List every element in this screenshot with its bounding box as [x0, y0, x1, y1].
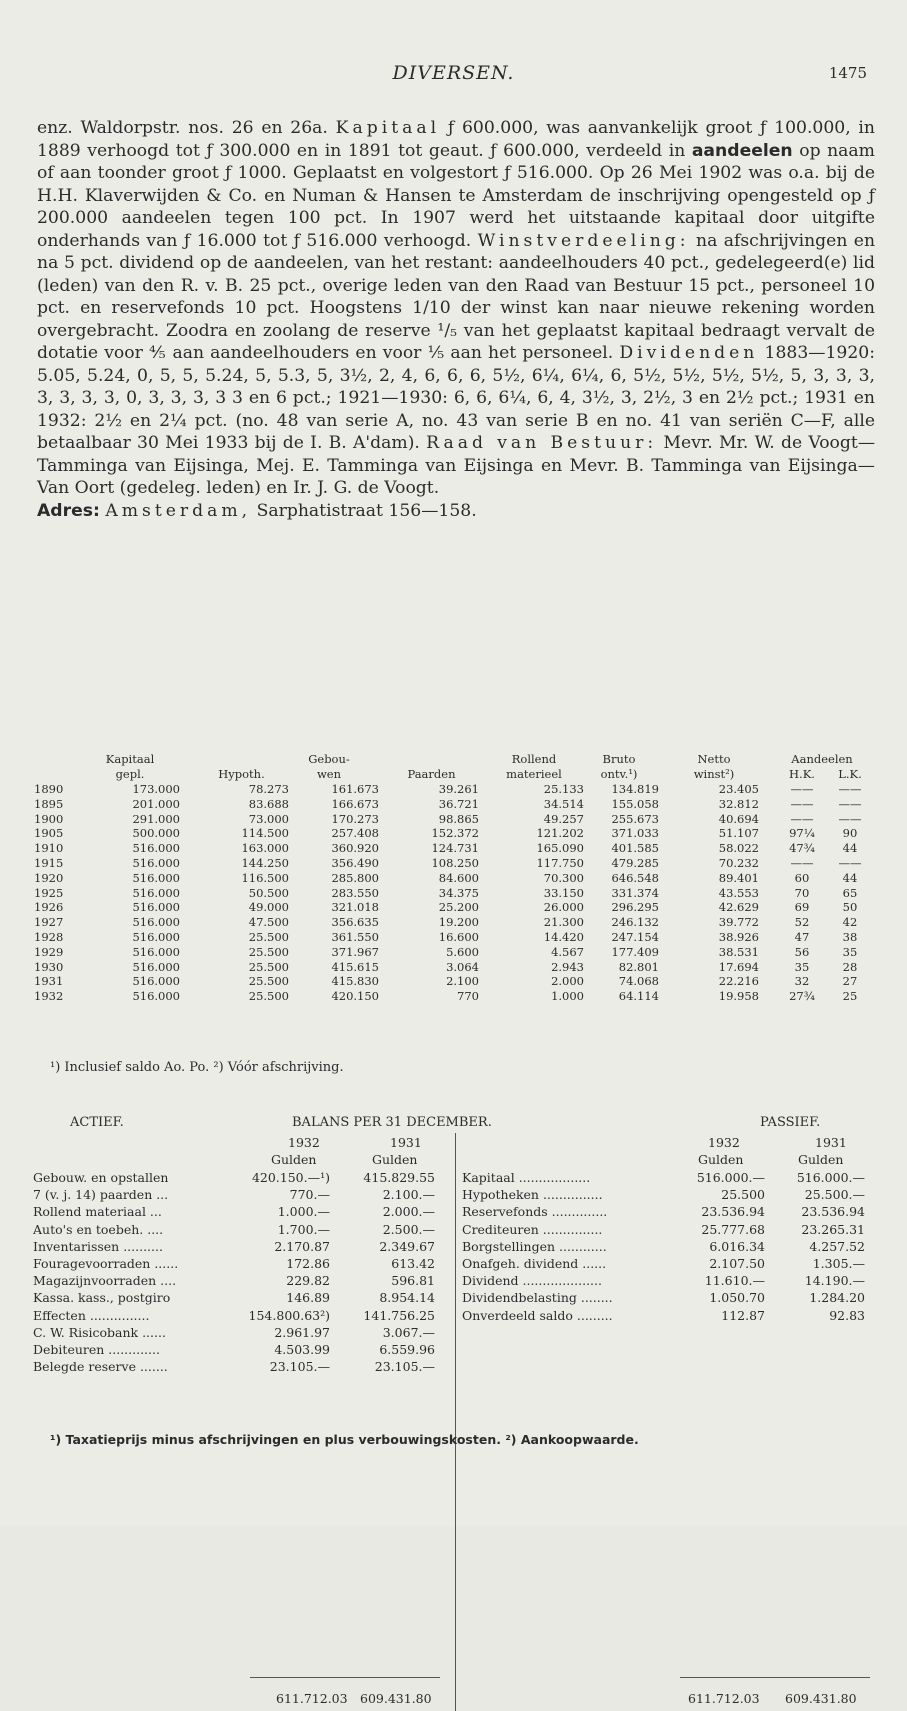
table-cell: 516.000 — [132, 989, 180, 1004]
balance-item-label: Kapitaal .................. — [462, 1170, 591, 1185]
table-cell: 4.567 — [551, 944, 584, 959]
statistics-header-2: gepl. Hypoth. wen Paarden materieel ontv.¹) winst²) H.K. L.K. — [115, 767, 862, 781]
table-cell: 17.694 — [718, 959, 759, 974]
balance-item-label: Kassa. kass., postgiro — [33, 1290, 171, 1306]
table-cell: 247.154 — [611, 929, 659, 944]
table-cell: 152.372 — [431, 826, 479, 841]
balance-item-label: Debiteuren ............. — [33, 1342, 160, 1357]
table-cell: 97¼ — [789, 826, 815, 841]
passief-sum-line — [680, 1677, 870, 1678]
table-row — [34, 826, 876, 841]
balance-item-value: 2.961.97 — [274, 1324, 330, 1340]
balance-item-value: 154.800.63²) — [248, 1307, 330, 1323]
table-cell: —— — [790, 811, 814, 826]
table-cell: 14.420 — [543, 929, 584, 944]
balance-item-value: 1.305.— — [812, 1256, 865, 1271]
table-cell: 1905 — [34, 826, 64, 841]
table-cell: 371.033 — [611, 826, 659, 841]
balance-item-value: 516.000.— — [696, 1170, 765, 1185]
balance-item-value: 2.107.50 — [709, 1256, 765, 1271]
balance-item-label: 7 (v. j. 14) paarden ... — [33, 1187, 169, 1203]
dividenden-label: Dividenden — [619, 343, 759, 363]
table-cell: 73.000 — [248, 811, 289, 826]
table-cell: 19.200 — [438, 915, 479, 930]
balance-item-label: Onafgeh. dividend ...... — [462, 1256, 607, 1271]
table-row — [34, 930, 876, 945]
balance-item-value: 1.050.70 — [709, 1290, 765, 1306]
table-cell: 161.673 — [331, 782, 379, 796]
balance-item-value: 23.105.— — [269, 1359, 330, 1375]
table-cell: 361.550 — [331, 929, 379, 944]
table-cell: 33.150 — [543, 885, 584, 900]
table-cell: 177.409 — [611, 944, 659, 959]
table-cell: 296.295 — [611, 900, 659, 915]
table-cell: 82.801 — [618, 959, 659, 974]
adres-street: Sarphatistraat 156—158. — [256, 500, 477, 521]
balance-item-value: 2.170.87 — [274, 1238, 330, 1254]
balance-item-value: 420.150.—¹) — [251, 1170, 330, 1185]
table-cell: 56 — [794, 944, 810, 959]
balance-item-value: 229.82 — [286, 1273, 330, 1289]
adres-city: Amsterdam, — [105, 500, 252, 521]
balance-item-value: 596.81 — [391, 1273, 435, 1289]
table-cell: 27 — [842, 974, 858, 989]
balance-item-value: 11.610.— — [704, 1273, 765, 1289]
balance-item-label: Dividend .................... — [462, 1273, 602, 1289]
table-cell: 2.000 — [551, 974, 584, 989]
table-cell: 40.694 — [718, 811, 759, 826]
table-cell: 371.967 — [331, 944, 379, 959]
balance-item-label: Auto's en toebeh. .... — [33, 1221, 164, 1237]
actief-title: ACTIEF. — [70, 1115, 124, 1130]
balance-item-value: 25.500 — [721, 1187, 765, 1203]
page: DIVERSEN. 1475 enz. Waldorpstr. nos. 26 en 26a. Kapitaal ƒ 600.000, was aanvankelijk groot ƒ 100.000, in 1889 verhoogd tot ƒ 300.000 en in 1891 tot geaut. ƒ 600.000, verdeeld in aandeelen op naam of aan toonder groot ƒ 1000. Geplaatst en volgestort ƒ 516.000. Op 26 Mei 1902 was o.a. bij de H.H. Klaverwijden & Co. en Numan & Hansen te Amsterdam de inschrijving opengesteld op ƒ 200.000 aandeelen tegen 100 pct. In 1907 werd het uitstaande kapitaal door uitgifte onderhands van ƒ 16.000 tot ƒ 516.000 verhoogd. Winstverdeeling: na afschrijvingen en na 5 pct. dividend op de aandeelen, van het restant: aandeelhouders 40 pct., gedelegeerd(e) lid (leden) van den R. v. B. 25 pct., overige leden van den Raad van Bestuur 15 pct., personeel 10 pct. en reservefonds 10 pct. Hoogstens 1/10 der winst kan naar nieuwe rekening worden overgebracht. Zoodra en zoolang de reserve ¹/₅ van het geplaatst kapitaal bedraagt vervalt de dotatie voor ⅘ aan aandeelhouders en voor ⅕ aan het personeel. Dividenden 1883—1920: 5.05, 5.24, 0, 5, 5, 5.24, 5, 5.3, 5, 3½, 2, 4, 6, 6, 6, 5½, 6¼, 6¼, 6, 5½, 5½, 5½, 5½, 5, 3, 3, 3, 3, 3, 3, 3, 0, 3, 3, 3, 3 3 en 6 pct.; 1921—1930: 6, 6, 6¼, 6, 4, 3½, 3, 2½, 3 en 2½ pct.; 1931 en 1932: 2½ en 2¼ pct. (no. 48 van serie A, no. 43 van serie B en no. 41 van seriën C—F, alle betaalbaar 30 Mei 1933 bij de I. B. A'dam). Raad van Bestuur: Mevr. Mr. W. de Voogt—Tamminga van Eijsinga, Mej. E. Tamminga van Eijsinga en Mevr. B. Tamminga van Eijsinga—Van Oort (gedeleg. leden) en Ir. J. G. de Voogt. Adres: Amsterdam, Sarphatistraat 156—158. Kapitaal Gebou- Rollend Bruto Netto Aandeelen gepl. Hypoth. wen Paarden materieel ontv.¹) winst²) H.K. L.K. 1890 173.000 78.273 161.673 39.261 25.133 134.819 23.405 —— —— 1895 201.000 83.688 166.673 36.721 34.514 155.058 32.812 —— —— 1900 291.000 73.000 170.273 98.865 49.257 255.673 40.694 —— —— 1905 500.000 114.500 257.408 152.372 121.202 371.033 51.107 97¼ 90 1910 516.000 163.000 360.920 124.731 165.090 401.585 58.022 47¾ 44 1915 516.000 144.250 356.490 108.250 117.750 479.285 70.232 —— —— 1920 516.000 116.500 285.800 84.600 70.300 646.548 89.401 60 44 1925 516.000 50.500 283.550 34.375 33.150 331.374 43.553 70 65 1926 516.000 49.000 321.018 25.200 26.000 296.295 42.629 69 50 1927 516.000 47.500 356.635 19.200 21.300 246.132 39.772 52 42 1928 516.000 25.500 361.550 16.600 14.420 247.154 38.926 47 38 1929 516.000 25.500 371.967 5.600 4.567 177.409 38.531 56 35 1930 516.000 25.500 415.615 3.064 2.943 82.801 17.694 35 28 1931 516.000 25.500 415.830 2.100 2.000 74.068 22.216 32 27 1932 516.000 25.500 420.150 770 1.000 64.114 19.958 27¾ 25 ¹) Inclusief saldo Ao. Po. ²) Vóór afschrijving. ACTIEF. BALANS PER 31 DECEMBER. PASSIEF. 1932 1931 Gulden Gulden 1932 1931 Gulden Gulden Gebouw. en opstallen 420.150.—¹) 415.829.55 7 (v. j. 14) paarden ... 770.— 2.100.— Rollend materiaal ... 1.000.— 2.000.— Auto's en toebeh. .... 1.700.— 2.500.— Inventarissen .......... 2.170.87 2.349.67 Fouragevoorraden ...... 172.86 613.42 Magazijnvoorraden .... 229.82 596.81 Kassa. kass., postgiro 146.89 8.954.14 Effecten ............... 154.800.63²) 141.756.25 C. W. Risicobank ...... 2.961.97 3.067.— Debiteuren ............. 4.503.99 6.559.96 Belegde reserve ....... 23.105.— 23.105.— Kapitaal .................. 516.000.— 516.000.— Hypotheken ............... 25.500 25.500.— Reservefonds .............. 23.536.94 23.536.94 Crediteuren ............... 25.777.68 23.265.31 Borgstellingen ............ 6.016.34 4.257.52 Onafgeh. dividend ...... 2.107.50 1.305.— Dividend .................... 11.610.— 14.190.— Dividendbelasting ........ 1.050.70 1.284.20 Onverdeeld saldo ......... 112.87 92.83 611.712.03 609.431.80 611.712.03 609.431.80 ¹) Taxatieprijs minus afschrijvingen en plus verbouwingskosten. ²) Aankoopwaarde. — [0, 0, 907, 1526]
table-cell: 516.000 — [132, 974, 180, 989]
table-cell: 1900 — [34, 811, 64, 826]
company-description — [37, 117, 875, 522]
balance-item-value: 1.700.— — [277, 1221, 330, 1237]
table-cell: 108.250 — [431, 855, 479, 870]
table-cell: —— — [838, 811, 862, 826]
table-cell: 27¾ — [789, 989, 815, 1004]
table-cell: 516.000 — [132, 959, 180, 974]
balance-item-label: Fouragevoorraden ...... — [33, 1256, 179, 1271]
table-cell: 117.750 — [536, 855, 584, 870]
balance-footnote: ¹) Taxatieprijs minus afschrijvingen en plus verbouwingskosten. ²) Aankoopwaarde. — [50, 1432, 639, 1447]
table-row — [34, 960, 876, 975]
table-cell: 246.132 — [611, 915, 659, 930]
table-cell: 321.018 — [331, 900, 379, 915]
table-cell: 415.830 — [331, 974, 379, 989]
table-cell: 51.107 — [718, 826, 759, 841]
table-cell: —— — [790, 855, 814, 870]
table-row — [34, 812, 876, 827]
table-row — [34, 900, 876, 915]
table-cell: 356.635 — [331, 915, 379, 930]
table-row — [34, 886, 876, 901]
table-cell: 36.721 — [438, 796, 479, 811]
balance-item-label: Belegde reserve ....... — [33, 1359, 168, 1375]
table-row — [34, 945, 876, 960]
table-row — [34, 841, 876, 856]
table-cell: 83.688 — [248, 796, 289, 811]
table-cell: 64.114 — [618, 989, 659, 1004]
table-cell: 38.926 — [718, 929, 759, 944]
table-cell: 1915 — [34, 855, 64, 870]
table-cell: 25.500 — [248, 974, 289, 989]
table-cell: 415.615 — [331, 959, 379, 974]
table-cell: 65 — [842, 885, 858, 900]
statistics-header-1: Kapitaal Gebou- Rollend Bruto Netto Aandeelen — [105, 752, 853, 766]
balance-item-value: 146.89 — [286, 1290, 330, 1306]
table-cell: 479.285 — [611, 855, 659, 870]
balance-title: BALANS PER 31 DECEMBER. — [292, 1115, 492, 1130]
actief-sum-line — [250, 1677, 440, 1678]
table-cell: 34.514 — [543, 796, 584, 811]
table-cell: 1932 — [34, 989, 64, 1004]
table-cell: 165.090 — [536, 841, 584, 856]
table-cell: —— — [838, 855, 862, 870]
balance-item-value: 23.265.31 — [801, 1221, 865, 1237]
statistics-footnote: ¹) Inclusief saldo Ao. Po. ²) Vóór afschrijving. — [50, 1060, 344, 1075]
table-cell: 38.531 — [718, 944, 759, 959]
table-cell: 255.673 — [611, 811, 659, 826]
table-cell: 25.133 — [543, 782, 584, 796]
raad-van-bestuur-label: Raad van Bestuur: — [426, 433, 658, 453]
table-cell: 1929 — [34, 944, 64, 959]
balance-item-value: 2.000.— — [382, 1204, 435, 1220]
table-cell: 50 — [842, 900, 858, 915]
table-cell: 50.500 — [248, 885, 289, 900]
adres-label: Adres: — [37, 500, 100, 521]
balance-item-value: 25.500.— — [804, 1187, 865, 1203]
table-cell: 360.920 — [331, 841, 379, 856]
balance-item-value: 4.503.99 — [274, 1342, 330, 1357]
page-number: 1475 — [828, 64, 867, 82]
balance-item-value: 2.349.67 — [379, 1238, 435, 1254]
table-cell: 173.000 — [132, 782, 180, 796]
balance-item-value: 3.067.— — [382, 1324, 435, 1340]
table-cell: 78.273 — [248, 782, 289, 796]
table-cell: 98.865 — [438, 811, 479, 826]
table-cell: 170.273 — [331, 811, 379, 826]
table-cell: 500.000 — [132, 826, 180, 841]
table-cell: 201.000 — [132, 796, 180, 811]
table-cell: 155.058 — [611, 796, 659, 811]
table-row — [34, 797, 876, 812]
table-cell: 516.000 — [132, 929, 180, 944]
table-cell: 5.600 — [446, 944, 479, 959]
table-cell: 69 — [794, 900, 810, 915]
table-row — [34, 871, 876, 886]
table-cell: 2.100 — [446, 974, 479, 989]
balance-item-value: 141.756.25 — [363, 1307, 435, 1323]
table-cell: 1931 — [34, 974, 64, 989]
table-cell: —— — [790, 796, 814, 811]
table-cell: 35 — [842, 944, 858, 959]
table-cell: 49.000 — [248, 900, 289, 915]
table-cell: 401.585 — [611, 841, 659, 856]
table-cell: 124.731 — [431, 841, 479, 856]
table-cell: 90 — [842, 826, 858, 841]
balance-item-value: 8.954.14 — [379, 1290, 435, 1306]
balance-item-value: 6.559.96 — [379, 1342, 435, 1357]
table-cell: 116.500 — [241, 870, 289, 885]
table-cell: —— — [838, 782, 862, 796]
table-cell: 74.068 — [618, 974, 659, 989]
balance-item-value: 415.829.55 — [363, 1170, 435, 1185]
table-cell: 89.401 — [718, 870, 759, 885]
table-cell: 32.812 — [718, 796, 759, 811]
table-cell: 134.819 — [611, 782, 659, 796]
running-header — [0, 62, 907, 88]
table-cell: 16.600 — [438, 929, 479, 944]
table-row — [34, 989, 876, 1004]
table-cell: 49.257 — [543, 811, 584, 826]
table-cell: 516.000 — [132, 841, 180, 856]
table-cell: 25.500 — [248, 929, 289, 944]
balance-item-label: Dividendbelasting ........ — [462, 1290, 613, 1306]
balance-item-value: 6.016.34 — [709, 1238, 765, 1254]
balance-item-value: 1.284.20 — [809, 1290, 865, 1306]
balance-item-label: C. W. Risicobank ...... — [33, 1324, 166, 1340]
balance-item-value: 23.536.94 — [701, 1204, 765, 1220]
table-cell: 516.000 — [132, 870, 180, 885]
actief-total-1931: 609.431.80 — [360, 1691, 432, 1706]
balance-item-value: 2.100.— — [382, 1187, 435, 1203]
table-cell: 1928 — [34, 929, 64, 944]
table-cell: —— — [838, 796, 862, 811]
table-cell: 420.150 — [331, 989, 379, 1004]
passief-total-1931: 609.431.80 — [785, 1691, 857, 1706]
table-row — [34, 782, 876, 797]
running-title: DIVERSEN. — [392, 62, 515, 84]
table-cell: 291.000 — [132, 811, 180, 826]
balance-item-value: 14.190.— — [804, 1273, 865, 1289]
table-cell: 44 — [842, 870, 858, 885]
table-cell: 70 — [794, 885, 810, 900]
table-cell: 3.064 — [446, 959, 479, 974]
passief-title: PASSIEF. — [760, 1115, 821, 1130]
capital-paragraph: enz. Waldorpstr. nos. 26 en 26a. Kapitaal ƒ 600.000, was aanvankelijk groot ƒ 100.000, in 1889 verhoogd tot ƒ 300.000 en in 1891 tot geaut. ƒ 600.000, verdeeld in aandeelen op naam of aan toonder groot ƒ 1000. Geplaatst en volgestort ƒ 516.000. Op 26 Mei 1902 was o.a. bij de H.H. Klaverwijden & Co. en Numan & Hansen te Amsterdam de inschrijving opengesteld op ƒ 200.000 aandeelen tegen 100 pct. In 1907 werd het uitstaande kapitaal door uitgifte onderhands van ƒ 16.000 tot ƒ 516.000 verhoogd. Winstverdeeling: na afschrijvingen en na 5 pct. dividend op de aandeelen, van het restant: aandeelhouders 40 pct., gedelegeerd(e) lid (leden) van den R. v. B. 25 pct., overige leden van den Raad van Bestuur 15 pct., personeel 10 pct. en reservefonds 10 pct. Hoogstens 1/10 der winst kan naar nieuwe rekening worden overgebracht. Zoodra en zoolang de reserve ¹/₅ van het geplaatst kapitaal bedraagt vervalt de dotatie voor ⅘ aan aandeelhouders en voor ⅕ aan het personeel. Dividenden 1883—1920: 5.05, 5.24, 0, 5, 5, 5.24, 5, 5.3, 5, 3½, 2, 4, 6, 6, 6, 5½, 6¼, 6¼, 6, 5½, 5½, 5½, 5½, 5, 3, 3, 3, 3, 3, 3, 3, 0, 3, 3, 3, 3 3 en 6 pct.; 1921—1930: 6, 6, 6¼, 6, 4, 3½, 3, 2½, 3 en 2½ pct.; 1931 en 1932: 2½ en 2¼ pct. (no. 48 van serie A, no. 43 van serie B en no. 41 van seriën C—F, alle betaalbaar 30 Mei 1933 bij de I. B. A'dam). Raad van Bestuur: Mevr. Mr. W. de Voogt—Tamminga van Eijsinga, Mej. E. Tamminga van Eijsinga en Mevr. B. Tamminga van Eijsinga—Van Oort (gedeleg. leden) en Ir. J. G. de Voogt. — [37, 118, 876, 498]
table-row — [34, 915, 876, 930]
table-cell: 42 — [842, 915, 858, 930]
balance-item-value: 92.83 — [829, 1307, 865, 1323]
table-row — [34, 856, 876, 871]
balance-item-label: Effecten ............... — [33, 1307, 150, 1323]
balance-item-label: Magazijnvoorraden .... — [33, 1273, 177, 1289]
table-cell: 516.000 — [132, 915, 180, 930]
balance-item-label: Reservefonds .............. — [462, 1204, 608, 1220]
balance-item-label: Rollend materiaal ... — [33, 1204, 162, 1220]
table-cell: 166.673 — [331, 796, 379, 811]
table-cell: 1.000 — [551, 989, 584, 1004]
table-cell: 283.550 — [331, 885, 379, 900]
table-cell: 25.500 — [248, 959, 289, 974]
table-cell: 19.958 — [718, 989, 759, 1004]
table-cell: 1920 — [34, 870, 64, 885]
table-cell: 84.600 — [438, 870, 479, 885]
balance-item-label: Hypotheken ............... — [462, 1187, 603, 1203]
balance-item-value: 23.105.— — [374, 1359, 435, 1375]
balance-item-label: Crediteuren ............... — [462, 1221, 603, 1237]
balance-item-value: 112.87 — [721, 1307, 765, 1323]
table-cell: 1910 — [34, 841, 64, 856]
table-cell: 47.500 — [248, 915, 289, 930]
table-cell: 516.000 — [132, 885, 180, 900]
table-cell: 770 — [457, 989, 479, 1004]
table-cell: 35 — [794, 959, 810, 974]
table-cell: 39.772 — [718, 915, 759, 930]
table-cell: 331.374 — [611, 885, 659, 900]
table-cell: 42.629 — [718, 900, 759, 915]
table-cell: 121.202 — [536, 826, 584, 841]
table-cell: 28 — [842, 959, 858, 974]
table-cell: 516.000 — [132, 944, 180, 959]
balance-item-value: 1.000.— — [277, 1204, 330, 1220]
winstverdeeling-label: Winstverdeeling: — [477, 230, 690, 251]
kapitaal-label: Kapitaal — [335, 118, 441, 138]
balance-item-value: 770.— — [289, 1187, 330, 1203]
table-cell: 21.300 — [543, 915, 584, 930]
table-cell: 25 — [842, 989, 858, 1004]
balance-item-value: 516.000.— — [796, 1170, 865, 1185]
table-cell: 144.250 — [241, 855, 289, 870]
table-cell: 114.500 — [241, 826, 289, 841]
address-line — [37, 500, 875, 523]
actief-total-1932: 611.712.03 — [276, 1691, 348, 1706]
table-cell: 2.943 — [551, 959, 584, 974]
table-cell: —— — [790, 782, 814, 796]
table-cell: 1927 — [34, 915, 64, 930]
balance-item-label: Inventarissen .......... — [33, 1238, 163, 1254]
table-cell: 25.500 — [248, 944, 289, 959]
balance-item-label: Gebouw. en opstallen — [33, 1170, 169, 1185]
table-cell: 70.300 — [543, 870, 584, 885]
statistics-rows — [34, 782, 876, 1004]
table-cell: 38 — [842, 929, 858, 944]
table-cell: 1925 — [34, 885, 64, 900]
table-cell: 60 — [794, 870, 810, 885]
table-cell: 1930 — [34, 959, 64, 974]
table-cell: 516.000 — [132, 900, 180, 915]
balance-item-value: 23.536.94 — [801, 1204, 865, 1220]
balance-item-label: Onverdeeld saldo ......... — [462, 1307, 613, 1323]
balance-item-value: 2.500.— — [382, 1221, 435, 1237]
table-cell: 25.200 — [438, 900, 479, 915]
balance-divider — [455, 1133, 456, 1711]
balance-item-label: Borgstellingen ............ — [462, 1238, 607, 1254]
table-cell: 516.000 — [132, 855, 180, 870]
table-cell: 44 — [842, 841, 858, 856]
balance-item-value: 172.86 — [286, 1256, 330, 1271]
table-row — [34, 974, 876, 989]
table-cell: 39.261 — [438, 782, 479, 796]
table-cell: 47 — [794, 929, 810, 944]
table-cell: 163.000 — [241, 841, 289, 856]
table-cell: 257.408 — [331, 826, 379, 841]
table-cell: 22.216 — [718, 974, 759, 989]
statistics-table — [34, 752, 876, 1004]
table-cell: 1890 — [34, 782, 64, 796]
table-cell: 1926 — [34, 900, 64, 915]
balance-item-value: 4.257.52 — [809, 1238, 865, 1254]
table-cell: 32 — [794, 974, 810, 989]
passief-total-1932: 611.712.03 — [688, 1691, 760, 1706]
table-cell: 70.232 — [718, 855, 759, 870]
aandeelen-label: aandeelen — [691, 140, 793, 161]
table-cell: 285.800 — [331, 870, 379, 885]
table-cell: 25.500 — [248, 989, 289, 1004]
table-cell: 1895 — [34, 796, 64, 811]
balance-title-row — [0, 1115, 907, 1131]
table-cell: 646.548 — [611, 870, 659, 885]
balance-item-value: 25.777.68 — [701, 1221, 765, 1237]
table-cell: 58.022 — [718, 841, 759, 856]
table-cell: 23.405 — [718, 782, 759, 796]
table-cell: 26.000 — [543, 900, 584, 915]
table-cell: 52 — [794, 915, 810, 930]
table-cell: 43.553 — [718, 885, 759, 900]
table-cell: 34.375 — [438, 885, 479, 900]
table-cell: 47¾ — [789, 841, 815, 856]
table-cell: 356.490 — [331, 855, 379, 870]
balance-item-value: 613.42 — [391, 1256, 435, 1271]
